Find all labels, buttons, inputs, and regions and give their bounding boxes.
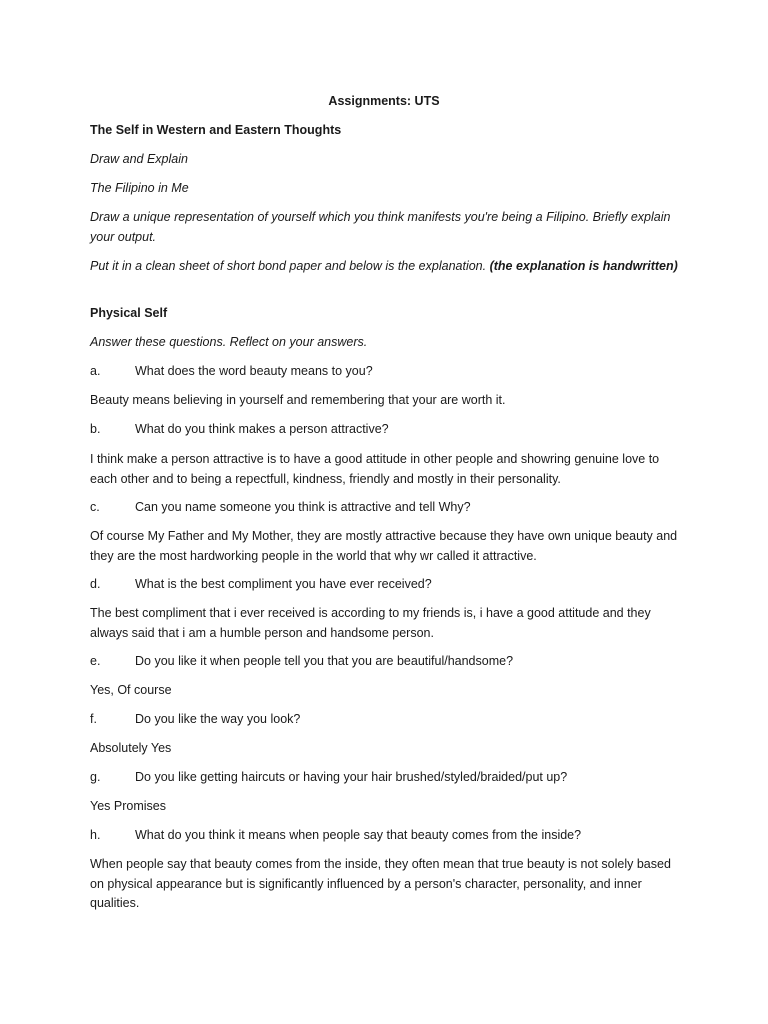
question-letter: b. <box>90 422 101 436</box>
instruction-draw-explain: Draw and Explain <box>90 152 188 166</box>
instruction-description: Draw a unique representation of yourself which you think manifests you're being a Filipino. Briefly explain your output. <box>90 210 671 244</box>
question-a <box>90 362 680 382</box>
question-letter: f. <box>90 712 97 726</box>
question-h <box>90 826 680 846</box>
question-text: What do you think it means when people say that beauty comes from the inside? <box>135 828 582 842</box>
question-letter: a. <box>90 364 101 378</box>
question-letter: g. <box>90 770 101 784</box>
question-g <box>90 768 680 788</box>
answer-b: I think make a person attractive is to have a good attitude in other people and showring genuine love to each other and to being a repectfull, kindness, friendly and mostly in their personality. <box>90 452 660 486</box>
question-text: Do you like the way you look? <box>135 712 301 726</box>
question-text: Do you like it when people tell you that you are beautiful/handsome? <box>135 654 514 668</box>
answer-c: Of course My Father and My Mother, they are mostly attractive because they have own unique beauty and they are the most hardworking people in the world that why wr called it attractive. <box>90 529 678 563</box>
question-e <box>90 652 680 672</box>
answer-g: Yes Promises <box>90 799 166 813</box>
question-letter: d. <box>90 577 101 591</box>
question-b <box>90 420 680 440</box>
question-text: Do you like getting haircuts or having your hair brushed/styled/braided/put up? <box>135 770 568 784</box>
document-subtitle: The Self in Western and Eastern Thoughts <box>90 123 342 137</box>
question-d <box>90 575 680 595</box>
question-text: What do you think makes a person attractive? <box>135 422 389 436</box>
instruction-submission <box>90 257 680 277</box>
section-title: Physical Self <box>90 306 168 320</box>
instruction-submission-text: Put it in a clean sheet of short bond paper and below is the explanation. <box>90 259 490 273</box>
instruction-topic: The Filipino in Me <box>90 181 189 195</box>
answer-e: Yes, Of course <box>90 683 172 697</box>
question-text: What does the word beauty means to you? <box>135 364 373 378</box>
question-letter: e. <box>90 654 101 668</box>
answer-h: When people say that beauty comes from the inside, they often mean that true beauty is not solely based on physical appearance but is significantly influenced by a person's character, personality, and inner qualities. <box>90 857 671 910</box>
answer-f: Absolutely Yes <box>90 741 172 755</box>
section-intro: Answer these questions. Reflect on your answers. <box>90 335 368 349</box>
instruction-handwritten-note: (the explanation is handwritten) <box>489 259 678 273</box>
question-f <box>90 710 680 730</box>
question-text: Can you name someone you think is attractive and tell Why? <box>135 500 471 514</box>
document-title: Assignments: UTS <box>328 94 440 108</box>
question-letter: h. <box>90 828 101 842</box>
question-c <box>90 498 680 518</box>
answer-a: Beauty means believing in yourself and remembering that your are worth it. <box>90 393 506 407</box>
question-letter: c. <box>90 500 100 514</box>
answer-d: The best compliment that i ever received is according to my friends is, i have a good attitude and they always said that i am a humble person and handsome person. <box>90 606 651 640</box>
question-text: What is the best compliment you have ever received? <box>135 577 432 591</box>
